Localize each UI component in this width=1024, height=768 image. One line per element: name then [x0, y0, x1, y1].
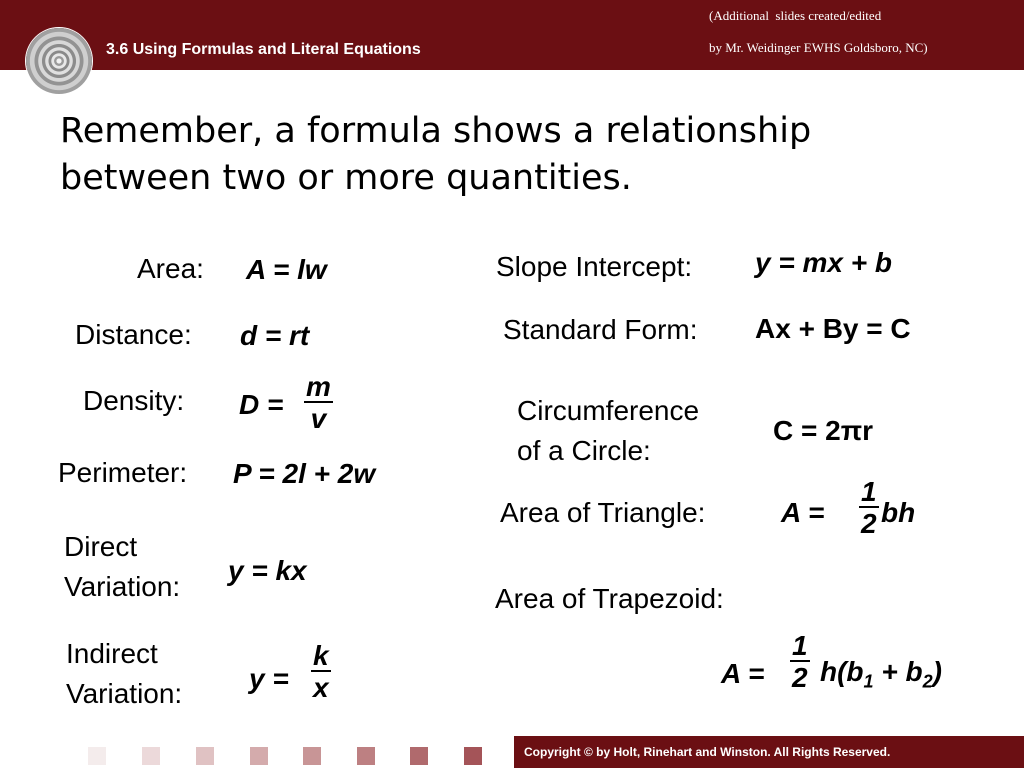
indirect-variation-lhs: y = — [249, 663, 289, 694]
credit-line-2: by Mr. Weidinger EWHS Goldsboro, NC) — [709, 40, 928, 55]
concentric-circles-icon — [26, 28, 92, 94]
area-triangle-label: Area of Triangle: — [500, 497, 706, 528]
footer-square-8 — [464, 747, 482, 765]
area-triangle-denominator: 2 — [861, 508, 877, 539]
area-trapezoid-rhs-close: ) — [932, 656, 942, 687]
area-trapezoid-sub-1: 1 — [863, 671, 874, 692]
circumference-label — [517, 391, 699, 471]
indirect-variation-label-line-2: Variation: — [66, 678, 183, 709]
area-trapezoid-sub-2: 2 — [922, 671, 933, 692]
area-triangle-fraction — [859, 478, 879, 538]
area-trapezoid-lhs: A = — [721, 658, 765, 689]
footer-square-5 — [303, 747, 321, 765]
area-trapezoid-rhs — [820, 658, 942, 691]
area-trapezoid-denominator: 2 — [792, 662, 808, 693]
area-trapezoid-numerator: 1 — [792, 630, 808, 661]
footer-square-3 — [196, 747, 214, 765]
circumference-formula: C = 2πr — [773, 415, 874, 446]
copyright-text: Copyright © by Holt, Rinehart and Winston. All Rights Reserved. — [524, 745, 891, 759]
circumference-label-line-1: Circumference — [517, 395, 700, 426]
area-triangle-numerator: 1 — [861, 476, 877, 507]
area-trapezoid-rhs-mid: + b — [873, 656, 923, 687]
density-lhs: D = — [239, 389, 284, 420]
perimeter-formula: P = 2l + 2w — [233, 458, 376, 489]
footer-square-2 — [142, 747, 160, 765]
credit-line-1: (Additional slides created/edited — [709, 8, 882, 23]
area-trapezoid-label: Area of Trapezoid: — [495, 583, 724, 614]
area-label: Area: — [137, 253, 204, 284]
density-denominator: v — [310, 403, 327, 434]
density-fraction — [304, 373, 333, 433]
slide-heading — [60, 108, 960, 202]
footer-square-1 — [88, 747, 106, 765]
footer-square-4 — [250, 747, 268, 765]
indirect-variation-numerator: k — [313, 640, 329, 671]
direct-variation-formula: y = kx — [228, 555, 307, 586]
indirect-variation-label-line-1: Indirect — [66, 638, 158, 669]
area-trapezoid-rhs-start: h(b — [820, 656, 864, 687]
heading-line-2: between two or more quantities. — [60, 158, 632, 198]
standard-form-formula: Ax + By = C — [755, 313, 911, 344]
perimeter-label: Perimeter: — [58, 457, 188, 488]
direct-variation-label-line-1: Direct — [64, 531, 138, 562]
slope-intercept-formula: y = mx + b — [755, 247, 892, 278]
direct-variation-label — [64, 527, 180, 607]
section-title: 3.6 Using Formulas and Literal Equations — [106, 41, 421, 58]
area-trapezoid-fraction — [790, 632, 810, 692]
footer-square-7 — [410, 747, 428, 765]
area-formula: A = lw — [246, 254, 327, 285]
indirect-variation-fraction — [311, 642, 331, 702]
standard-form-label: Standard Form: — [503, 314, 698, 345]
slope-intercept-label: Slope Intercept: — [496, 251, 693, 282]
circumference-label-line-2: of a Circle: — [517, 435, 651, 466]
footer-square-6 — [357, 747, 375, 765]
density-numerator: m — [306, 371, 331, 402]
distance-formula: d = rt — [240, 320, 310, 351]
density-label: Density: — [83, 385, 185, 416]
heading-line-1: Remember, a formula shows a relationship — [60, 111, 812, 151]
area-triangle-lhs: A = — [781, 497, 825, 528]
indirect-variation-label — [66, 634, 182, 714]
distance-label: Distance: — [75, 319, 192, 350]
indirect-variation-denominator: x — [313, 672, 329, 703]
area-triangle-rhs: bh — [881, 497, 916, 528]
direct-variation-label-line-2: Variation: — [64, 571, 181, 602]
